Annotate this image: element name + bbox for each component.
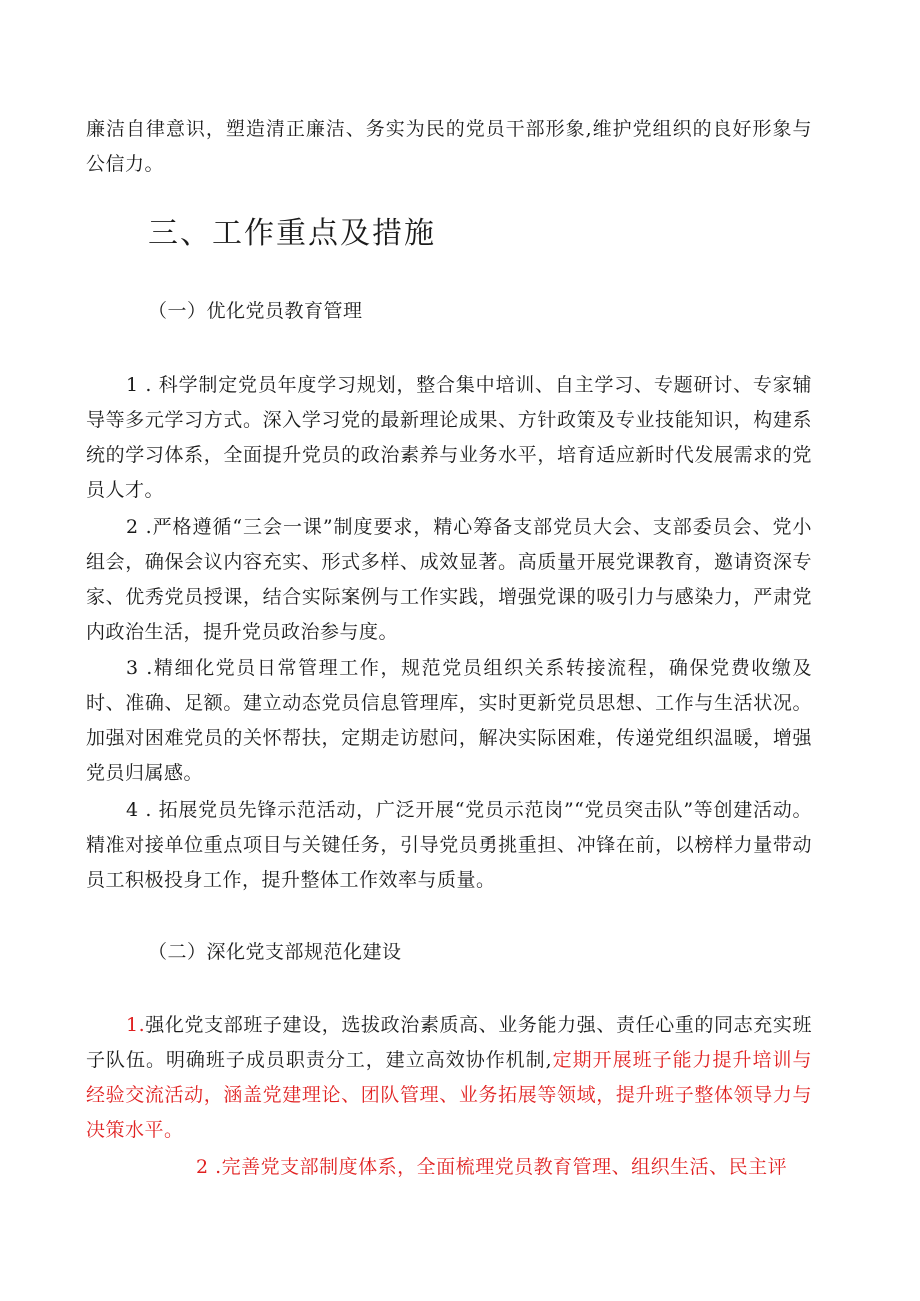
- subsection-1-item-3: 3 .精细化党员日常管理工作，规范党员组织关系转接流程，确保党费收缴及时、准确、足额。建立动态党员信息管理库，实时更新党员思想、工作与生活状况。加强对困难党员的关怀帮扶，定期走访慰问，解决实际困难，传递党组织温暖，增强党员归属感。: [86, 657, 812, 784]
- subsection-2-item-2: 2 .完善党支部制度体系，全面梳理党员教育管理、组织生活、民主评: [196, 1156, 788, 1178]
- subsection-1-item-1: 1 . 科学制定党员年度学习规划，整合集中培训、自主学习、专题研讨、专家辅导等多元学习方式。深入学习党的最新理论成果、方针政策及专业技能知识，构建系统的学习体系，全面提升党员的政治素养与业务水平，培育适应新时代发展需求的党员人才。: [86, 374, 812, 501]
- intro-tail-paragraph: 廉洁自律意识，塑造清正廉洁、务实为民的党员干部形象,维护党组织的良好形象与公信力。: [86, 118, 812, 175]
- subsection-2-title: （二）深化党支部规范化建设: [148, 941, 402, 963]
- subsection-1-title: （一）优化党员教育管理: [148, 300, 363, 322]
- subsection-1-item-2: 2 .严格遵循“三会一课”制度要求，精心筹备支部党员大会、支部委员会、党小组会，确保会议内容充实、形式多样、成效显著。高质量开展党课教育，邀请资深专家、优秀党员授课，结合实际案例与工作实践，增强党课的吸引力与感染力，严肃党内政治生活，提升党员政治参与度。: [86, 516, 812, 643]
- subsection-1-item-4: 4 . 拓展党员先锋示范活动，广泛开展“党员示范岗”“党员突击队”等创建活动。精准对接单位重点项目与关键任务，引导党员勇挑重担、冲锋在前，以榜样力量带动员工积极投身工作，提升整体工作效率与质量。: [86, 799, 812, 891]
- subsection-2-item-1-number: 1.: [126, 1014, 146, 1036]
- subsection-2-item-1-text: 强化党支部班子建设，选拔政治素质高、业务能力强、责任心重的同志充实班子队伍。明确班子成员职责分工，建立高效协作机制,: [86, 1014, 812, 1071]
- subsection-2-item-1: [86, 1008, 812, 1148]
- section-title: 三、工作重点及措施: [148, 216, 436, 251]
- subsection-2-item-1-highlight: 定期开展班子能力提升培训与经验交流活动，涵盖党建理论、团队管理、业务拓展等领域，提升班子整体领导力与决策水平。: [86, 1049, 812, 1141]
